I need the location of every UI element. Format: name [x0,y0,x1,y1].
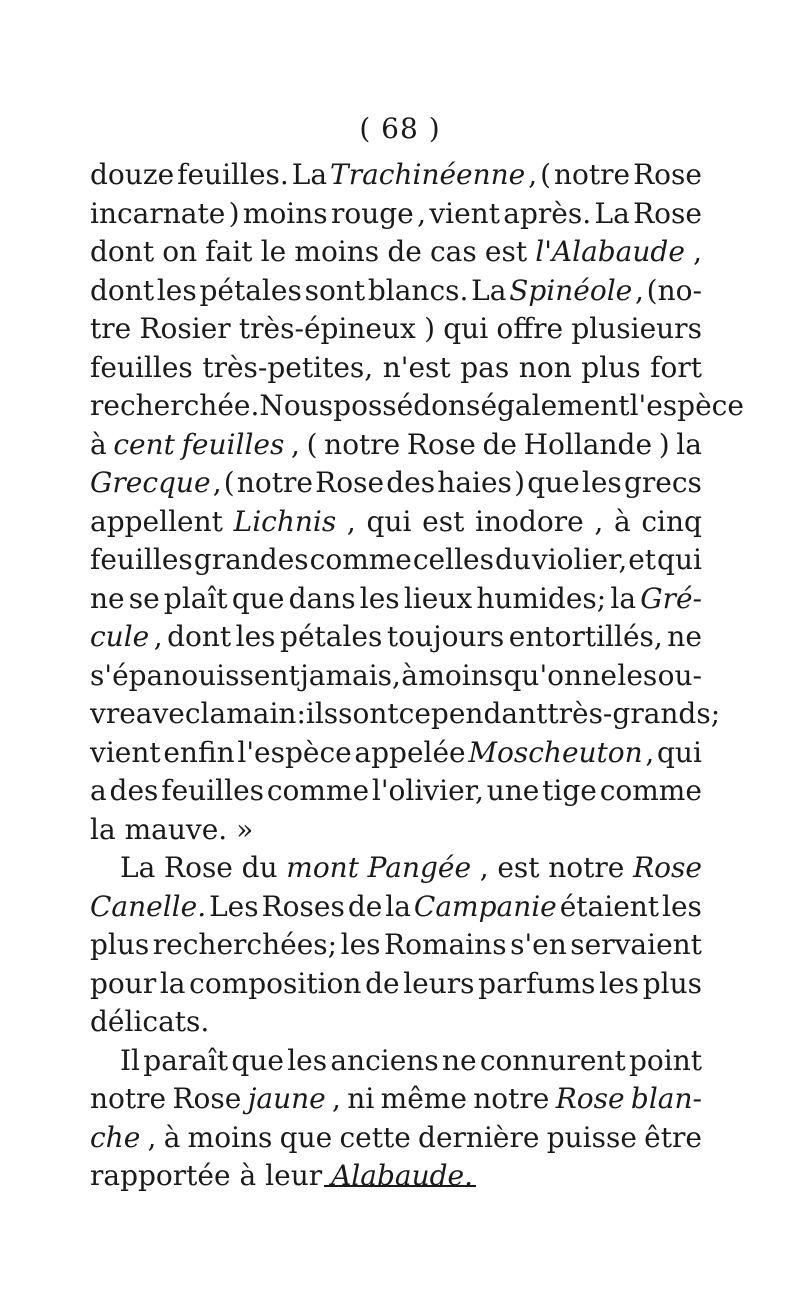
word: feuilles [90,543,193,576]
word: paraît [143,1043,229,1077]
word: puisse [546,1120,637,1154]
word: des [109,774,159,807]
word: Rose [164,851,233,884]
word: point [628,1043,702,1077]
word: enfin [163,735,235,769]
word: main [226,697,297,730]
word: la [676,427,702,461]
word: , [528,158,538,191]
word: l'olivier, [371,774,484,807]
word: comme [266,774,370,807]
text-line [90,734,702,773]
word: que [231,1043,284,1077]
word: même [380,1082,467,1115]
word: La [120,851,156,884]
word: servaient [570,928,702,961]
word: grecs [623,466,702,499]
word: à [613,504,631,538]
text-line [90,657,702,696]
word: ( [223,466,235,499]
word: La [291,158,328,191]
word: toujours [386,620,505,653]
text-line [90,464,702,503]
word: une [486,774,540,807]
word: recherchées; [152,928,338,961]
word: les [156,273,197,307]
word: n'est [382,350,451,384]
word: appellent [90,504,223,538]
word: parfums [478,966,596,1000]
text-line [90,233,702,272]
word: qui [657,543,702,576]
text-line [90,349,702,388]
word: qui [657,735,702,769]
word: , [212,466,222,499]
word: sont [338,697,399,730]
text-line [90,618,702,657]
word: vre [90,697,136,730]
word: la [385,889,411,923]
word: Rose [315,466,385,499]
word: , [153,620,163,653]
word: La [471,273,507,307]
word: appelée [354,735,466,769]
word: être [644,1120,702,1154]
word: notre [473,1082,550,1115]
word: fait [205,235,253,268]
word: , [332,1082,341,1115]
word: grandes [193,543,309,576]
word: sont [304,273,366,307]
word: les [581,466,622,499]
word: à [239,1159,257,1192]
word: feuilles [161,774,265,807]
word: se [128,581,160,615]
word: à [90,427,107,461]
word: que [279,1120,333,1154]
word: , [147,1120,157,1154]
text-line [90,272,702,311]
text-line [90,387,744,426]
word: très-petites, [202,350,374,384]
word: Lichnis [233,504,337,538]
text-line [90,426,702,465]
word: Rose [633,851,702,884]
text-line [90,1157,702,1196]
text-line [90,1119,702,1158]
word: les [662,889,702,923]
word: jaune [247,1082,326,1115]
word: plus [90,928,150,961]
word: comme [599,774,702,807]
word: à [401,658,418,692]
word: les [359,581,400,615]
word: on [162,235,198,268]
word: du [494,543,531,576]
word: moins [242,196,328,230]
word: ne [582,658,617,692]
word: ( [540,158,552,191]
word: non [518,350,572,384]
word: , [291,427,300,461]
word: comme [309,543,412,576]
text-line [90,772,702,811]
word: cependant [398,697,548,730]
word: Rose [406,427,476,461]
word: lieux [403,581,473,615]
word: qu'on [503,658,583,692]
word: que [527,466,580,499]
word: après. [503,196,592,230]
word: s'épanouissent [90,658,300,692]
word: (no- [646,273,702,307]
word: pétales [199,273,302,307]
word: moins [187,1120,273,1154]
word: anciens [330,1043,439,1077]
word: ils [305,697,339,730]
word: le [260,235,287,268]
text-line [90,849,702,888]
text-line [90,156,702,195]
word: fort [650,350,702,384]
word: moins [294,235,380,268]
word: est [497,851,540,884]
word: entortillés, [508,620,663,653]
word: très-épineux [238,312,416,345]
word: leurs [403,966,475,1000]
word: Grecque [90,466,211,499]
word: , [479,851,489,884]
word: qui [366,504,412,538]
word: La [594,196,630,230]
word: Gré- [640,581,702,615]
text-line [90,695,721,734]
word: Rose [172,1082,242,1115]
word: vient [90,735,161,769]
word: a [90,774,107,807]
word: connurent [479,1043,626,1077]
word: plusieurs [571,312,702,345]
word: Rose [633,158,702,191]
word: ) [514,466,526,499]
word: de [347,889,383,923]
word: Roses [261,889,345,923]
word: dans [288,581,356,615]
word: ) [658,427,670,461]
word: Rose [633,196,702,230]
word: tre [90,312,132,345]
text-line [90,580,702,619]
word: cas [429,235,477,268]
word: notre [324,427,401,461]
word: cent [113,427,175,461]
word: incarnate [90,196,226,230]
footer-rule [324,1185,476,1187]
word: cinq [641,504,702,538]
word: cette [339,1120,411,1154]
word: plus [581,350,641,384]
word: est [422,504,465,538]
word: celles [412,543,494,576]
word: pétales [280,620,383,653]
word: les [340,928,381,961]
word: dernière [418,1120,540,1154]
word: très-grands; [547,697,721,730]
word: che [90,1120,141,1154]
word: moins [418,658,504,692]
word: l'espèce [629,389,744,422]
word: Romains [384,928,507,961]
word: Spinéole [509,273,633,307]
word: notre [236,466,313,499]
word: la [200,697,227,730]
word: Il [120,1043,141,1077]
word: qui [443,312,489,345]
word: notre [554,158,631,191]
text-line [90,541,702,580]
word: blancs. [367,273,469,307]
word: étaient [559,889,660,923]
word: cule [90,620,150,653]
word: dont [90,235,155,268]
word: de [365,966,400,1000]
word: notre [90,1082,167,1115]
word: la [610,581,637,615]
word: inodore [475,504,584,538]
word: ne [667,620,702,653]
text-line [90,195,702,234]
word: et [628,543,657,576]
word: pas [460,350,510,384]
word: Moscheuton [468,735,643,769]
word: que [231,581,285,615]
word: Canelle. [90,889,207,923]
word: humides; [476,581,607,615]
word: est [484,235,528,268]
word: , [635,273,644,307]
word: Rosier [139,312,231,345]
word: vient [429,196,500,230]
word: , [693,235,702,268]
word: , [645,735,655,769]
word: rouge [330,196,414,230]
word: Les [209,889,259,923]
word: possédons [333,389,481,422]
word: composition [189,966,362,1000]
word: douze [90,158,175,191]
word: feuilles. [177,158,289,191]
word: les [599,966,640,1000]
word: des [386,466,436,499]
word: leur [265,1159,323,1192]
word: avec [135,697,201,730]
text-line [90,503,702,542]
word: feuilles [90,350,193,384]
text-line [90,310,702,349]
word: à [163,1120,181,1154]
word: s'en [510,928,567,961]
word: plaît [163,581,228,615]
word: Nous [259,389,334,422]
word: Trachinéenne [330,158,526,191]
word: délicats. [90,1005,210,1038]
word: recherchée. [90,389,260,422]
word: offre [496,312,564,345]
word: ) [228,196,240,230]
word: pour [90,966,157,1000]
word: jamais, [300,658,401,692]
word: mauve. [124,812,228,846]
word: ou- [657,658,702,692]
text-line [90,1042,702,1081]
word: ) [424,312,435,345]
text-line [90,1003,702,1042]
word: ne [441,1043,477,1077]
text-line [90,888,702,927]
word: les [287,1043,328,1077]
body-text [90,156,744,1196]
word: ne [90,581,125,615]
word: la [90,812,116,846]
text-line [90,965,702,1004]
text-line [90,811,702,850]
word: Campanie [413,889,557,923]
word: » [236,812,254,846]
word: de [387,235,422,268]
word: ni [347,1082,375,1115]
word: Hollande [523,427,653,461]
word: ( [306,427,318,461]
word: , [594,504,604,538]
word: : [296,697,306,730]
word: dont [90,273,155,307]
word: violier, [531,543,628,576]
word: haies [437,466,512,499]
word: notre [548,851,625,884]
word: Rose [555,1082,625,1115]
word: du [241,851,278,884]
word: plus [642,966,702,1000]
word: , [346,504,356,538]
word: l'Alabaude [535,235,685,268]
word: Pangée [367,851,472,884]
word: tige [542,774,597,807]
word: mont [286,851,359,884]
word: feuilles [181,427,285,461]
word: les [617,658,658,692]
word: la [159,966,186,1000]
word: dont [167,620,232,653]
word: Alabaude. [331,1159,473,1192]
word: également [480,389,630,422]
page-number: ( 68 ) [359,112,441,145]
word: blan- [630,1082,702,1115]
word: de [482,427,517,461]
word: , [417,196,426,230]
text-line [90,926,702,965]
word: l'espèce [237,735,352,769]
word: les [235,620,276,653]
text-line [90,1080,702,1119]
word: rapportée [90,1159,231,1192]
